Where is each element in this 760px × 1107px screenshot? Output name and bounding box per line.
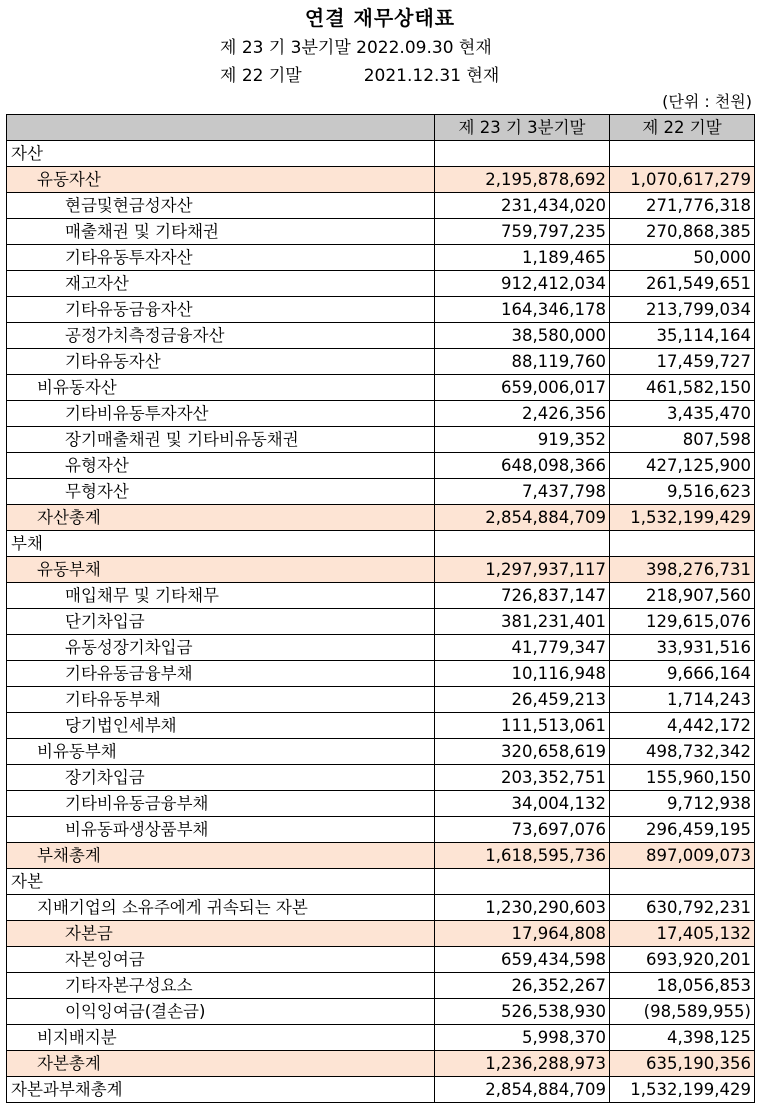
table-row bbox=[7, 453, 755, 479]
account-label: 장기매출채권 및 기타비유동채권 bbox=[7, 427, 435, 453]
prior-period-value: 1,532,199,429 bbox=[610, 505, 755, 531]
table-row bbox=[7, 765, 755, 791]
prior-period-value: 635,190,356 bbox=[610, 1051, 755, 1077]
table-row bbox=[7, 739, 755, 765]
table-row bbox=[7, 999, 755, 1025]
prior-period-value: 18,056,853 bbox=[610, 973, 755, 999]
prior-period-value bbox=[610, 531, 755, 557]
table-row bbox=[7, 505, 755, 531]
prior-period-value: 4,442,172 bbox=[610, 713, 755, 739]
current-period-value: 7,437,798 bbox=[435, 479, 610, 505]
table-row bbox=[7, 245, 755, 271]
current-period-value: 203,352,751 bbox=[435, 765, 610, 791]
prior-period-value: 693,920,201 bbox=[610, 947, 755, 973]
table-row bbox=[7, 947, 755, 973]
current-period-value bbox=[435, 141, 610, 167]
table-row bbox=[7, 1077, 755, 1103]
table-header-row bbox=[7, 115, 755, 141]
account-label: 자본총계 bbox=[7, 1051, 435, 1077]
table-row bbox=[7, 973, 755, 999]
current-period-value: 231,434,020 bbox=[435, 193, 610, 219]
current-period: 제 23 기 3분기말 2022.09.30 현재 bbox=[220, 38, 492, 58]
account-label: 자본금 bbox=[7, 921, 435, 947]
current-period-value: 320,658,619 bbox=[435, 739, 610, 765]
table-row bbox=[7, 609, 755, 635]
account-label: 유형자산 bbox=[7, 453, 435, 479]
account-label: 자본과부채총계 bbox=[7, 1077, 435, 1103]
prior-period-value: 9,712,938 bbox=[610, 791, 755, 817]
prior-period-value: 33,931,516 bbox=[610, 635, 755, 661]
current-period-value: 1,297,937,117 bbox=[435, 557, 610, 583]
current-period-value: 164,346,178 bbox=[435, 297, 610, 323]
current-period-value: 17,964,808 bbox=[435, 921, 610, 947]
table-row bbox=[7, 323, 755, 349]
balance-sheet-table bbox=[6, 114, 755, 1103]
account-label: 무형자산 bbox=[7, 479, 435, 505]
prior-period-value: 17,405,132 bbox=[610, 921, 755, 947]
account-label: 현금및현금성자산 bbox=[7, 193, 435, 219]
table-row bbox=[7, 1051, 755, 1077]
table-row bbox=[7, 401, 755, 427]
current-period-value: 526,538,930 bbox=[435, 999, 610, 1025]
account-label: 자본 bbox=[7, 869, 435, 895]
account-label: 기타비유동투자자산 bbox=[7, 401, 435, 427]
table-row bbox=[7, 531, 755, 557]
current-period-value: 912,412,034 bbox=[435, 271, 610, 297]
current-period-value: 648,098,366 bbox=[435, 453, 610, 479]
account-label: 비유동자산 bbox=[7, 375, 435, 401]
prior-period-value: 17,459,727 bbox=[610, 349, 755, 375]
account-label: 기타유동금융부채 bbox=[7, 661, 435, 687]
account-label: 부채총계 bbox=[7, 843, 435, 869]
account-label: 매입채무 및 기타채무 bbox=[7, 583, 435, 609]
current-period-value: 5,998,370 bbox=[435, 1025, 610, 1051]
table-row bbox=[7, 141, 755, 167]
column-header-prior: 제 22 기말 bbox=[610, 115, 755, 141]
table-row bbox=[7, 297, 755, 323]
table-row bbox=[7, 817, 755, 843]
account-label: 공정가치측정금융자산 bbox=[7, 323, 435, 349]
prior-period-value: 218,907,560 bbox=[610, 583, 755, 609]
current-period-value: 1,236,288,973 bbox=[435, 1051, 610, 1077]
current-period-value: 73,697,076 bbox=[435, 817, 610, 843]
prior-period-value: 296,459,195 bbox=[610, 817, 755, 843]
account-label: 비지배지분 bbox=[7, 1025, 435, 1051]
prior-period-value bbox=[610, 869, 755, 895]
current-period-value bbox=[435, 531, 610, 557]
prior-period-value: 270,868,385 bbox=[610, 219, 755, 245]
current-period-value: 759,797,235 bbox=[435, 219, 610, 245]
prior-period-value: 807,598 bbox=[610, 427, 755, 453]
account-label: 부채 bbox=[7, 531, 435, 557]
account-label: 재고자산 bbox=[7, 271, 435, 297]
account-label: 자산 bbox=[7, 141, 435, 167]
prior-period-value: 9,516,623 bbox=[610, 479, 755, 505]
prior-period-value: 129,615,076 bbox=[610, 609, 755, 635]
current-period-value: 381,231,401 bbox=[435, 609, 610, 635]
account-label: 당기법인세부채 bbox=[7, 713, 435, 739]
prior-period-value: 398,276,731 bbox=[610, 557, 755, 583]
current-period-value: 1,618,595,736 bbox=[435, 843, 610, 869]
table-row bbox=[7, 193, 755, 219]
prior-period-value: 261,549,651 bbox=[610, 271, 755, 297]
account-label: 단기차입금 bbox=[7, 609, 435, 635]
account-label: 기타자본구성요소 bbox=[7, 973, 435, 999]
account-label: 이익잉여금(결손금) bbox=[7, 999, 435, 1025]
account-label: 기타유동투자자산 bbox=[7, 245, 435, 271]
current-period-value bbox=[435, 869, 610, 895]
account-label: 유동성장기차입금 bbox=[7, 635, 435, 661]
table-row bbox=[7, 921, 755, 947]
table-row bbox=[7, 791, 755, 817]
account-label: 장기차입금 bbox=[7, 765, 435, 791]
table-row bbox=[7, 479, 755, 505]
account-label: 기타유동금융자산 bbox=[7, 297, 435, 323]
current-period-value: 659,434,598 bbox=[435, 947, 610, 973]
table-row bbox=[7, 895, 755, 921]
account-label: 지배기업의 소유주에게 귀속되는 자본 bbox=[7, 895, 435, 921]
table-row bbox=[7, 375, 755, 401]
prior-period-value: 9,666,164 bbox=[610, 661, 755, 687]
table-row bbox=[7, 583, 755, 609]
report-title: 연결 재무상태표 bbox=[304, 6, 456, 30]
column-header-current: 제 23 기 3분기말 bbox=[435, 115, 610, 141]
current-period-value: 26,352,267 bbox=[435, 973, 610, 999]
prior-period-value: 630,792,231 bbox=[610, 895, 755, 921]
table-row bbox=[7, 349, 755, 375]
prior-period-value: 213,799,034 bbox=[610, 297, 755, 323]
prior-period-value: 427,125,900 bbox=[610, 453, 755, 479]
table-row bbox=[7, 271, 755, 297]
table-row bbox=[7, 713, 755, 739]
account-label: 유동자산 bbox=[7, 167, 435, 193]
current-period-value: 26,459,213 bbox=[435, 687, 610, 713]
prior-period-value: 4,398,125 bbox=[610, 1025, 755, 1051]
current-period-value: 659,006,017 bbox=[435, 375, 610, 401]
current-period-value: 1,230,290,603 bbox=[435, 895, 610, 921]
current-period-value: 41,779,347 bbox=[435, 635, 610, 661]
current-period-value: 38,580,000 bbox=[435, 323, 610, 349]
prior-period-value: 1,532,199,429 bbox=[610, 1077, 755, 1103]
account-label: 비유동부채 bbox=[7, 739, 435, 765]
table-row bbox=[7, 635, 755, 661]
current-period-value: 2,426,356 bbox=[435, 401, 610, 427]
prior-period-date: 2021.12.31 현재 bbox=[363, 66, 500, 86]
current-period-value: 2,854,884,709 bbox=[435, 1077, 610, 1103]
current-period-value: 2,854,884,709 bbox=[435, 505, 610, 531]
prior-period-label: 제 22 기말 bbox=[220, 66, 302, 86]
prior-period-value: (98,589,955) bbox=[610, 999, 755, 1025]
prior-period-value: 50,000 bbox=[610, 245, 755, 271]
account-label: 자본잉여금 bbox=[7, 947, 435, 973]
table-row bbox=[7, 557, 755, 583]
account-label: 자산총계 bbox=[7, 505, 435, 531]
prior-period-value bbox=[610, 141, 755, 167]
account-label: 매출채권 및 기타채권 bbox=[7, 219, 435, 245]
prior-period-value: 498,732,342 bbox=[610, 739, 755, 765]
current-period-value: 34,004,132 bbox=[435, 791, 610, 817]
account-label: 기타비유동금융부채 bbox=[7, 791, 435, 817]
table-body bbox=[7, 141, 755, 1103]
current-period-value: 111,513,061 bbox=[435, 713, 610, 739]
table-row bbox=[7, 869, 755, 895]
current-period-value: 1,189,465 bbox=[435, 245, 610, 271]
column-header-account bbox=[7, 115, 435, 141]
table-row bbox=[7, 427, 755, 453]
unit-label: (단위 : 천원) bbox=[662, 92, 752, 111]
table-row bbox=[7, 167, 755, 193]
table-row bbox=[7, 1025, 755, 1051]
account-label: 기타유동자산 bbox=[7, 349, 435, 375]
current-period-value: 919,352 bbox=[435, 427, 610, 453]
prior-period-value: 897,009,073 bbox=[610, 843, 755, 869]
current-period-value: 88,119,760 bbox=[435, 349, 610, 375]
prior-period-value: 271,776,318 bbox=[610, 193, 755, 219]
table-row bbox=[7, 687, 755, 713]
table-row bbox=[7, 843, 755, 869]
prior-period-value: 1,070,617,279 bbox=[610, 167, 755, 193]
current-period-value: 10,116,948 bbox=[435, 661, 610, 687]
account-label: 비유동파생상품부채 bbox=[7, 817, 435, 843]
prior-period-value: 35,114,164 bbox=[610, 323, 755, 349]
account-label: 유동부채 bbox=[7, 557, 435, 583]
table-row bbox=[7, 219, 755, 245]
prior-period-value: 1,714,243 bbox=[610, 687, 755, 713]
current-period-value: 726,837,147 bbox=[435, 583, 610, 609]
prior-period-value: 3,435,470 bbox=[610, 401, 755, 427]
prior-period bbox=[220, 61, 499, 86]
prior-period-value: 461,582,150 bbox=[610, 375, 755, 401]
prior-period-value: 155,960,150 bbox=[610, 765, 755, 791]
current-period-value: 2,195,878,692 bbox=[435, 167, 610, 193]
table-row bbox=[7, 661, 755, 687]
account-label: 기타유동부채 bbox=[7, 687, 435, 713]
